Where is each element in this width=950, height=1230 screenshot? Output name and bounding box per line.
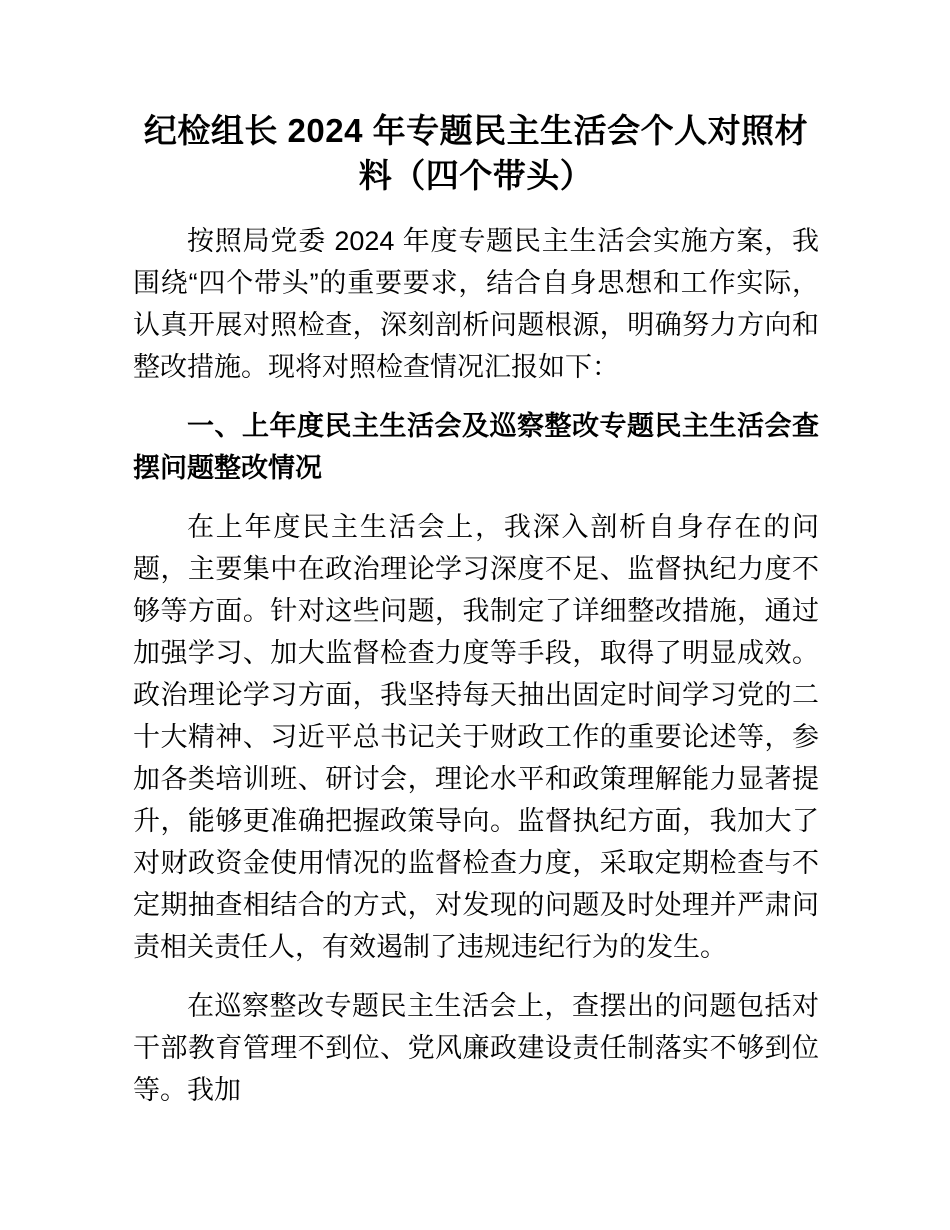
paragraph-previous-meeting-review: 在上年度民主生活会上，我深入剖析自身存在的问题，主要集中在政治理论学习深度不足、监督执纪力度不够等方面。针对这些问题，我制定了详细整改措施，通过加强学习、加大监督检查力度等手段，取得了明显成效。政治理论学习方面，我坚持每天抽出固定时间学习党的二十大精神、习近平总书记关于财政工作的重要论述等，参加各类培训班、研讨会，理论水平和政策理解能力显著提升，能够更准确把握政策导向。监督执纪方面，我加大了对财政资金使用情况的监督检查力度，采取定期检查与不定期抽查相结合的方式，对发现的问题及时处理并严肃问责相关责任人，有效遏制了违规违纪行为的发生。 (133, 512, 819, 962)
paragraph-inspection-rectification: 在巡察整改专题民主生活会上，查摆出的问题包括对干部教育管理不到位、党风廉政建设责任制落实不够到位等。我加 (133, 991, 819, 1105)
section-heading-one: 一、上年度民主生活会及巡察整改专题民主生活会查摆问题整改情况 (133, 411, 819, 483)
document-title: 纪检组长 2024 年专题民主生活会个人对照材料（四个带头） (143, 112, 809, 194)
page-content-area (133, 0, 819, 1111)
paragraph-intro: 按照局党委 2024 年度专题民主生活会实施方案，我围绕“四个带头”的重要要求，结合自身思想和工作实际，认真开展对照检查，深刻剖析问题根源，明确努力方向和整改措施。现将对照检查情况汇报如下： (133, 226, 819, 382)
